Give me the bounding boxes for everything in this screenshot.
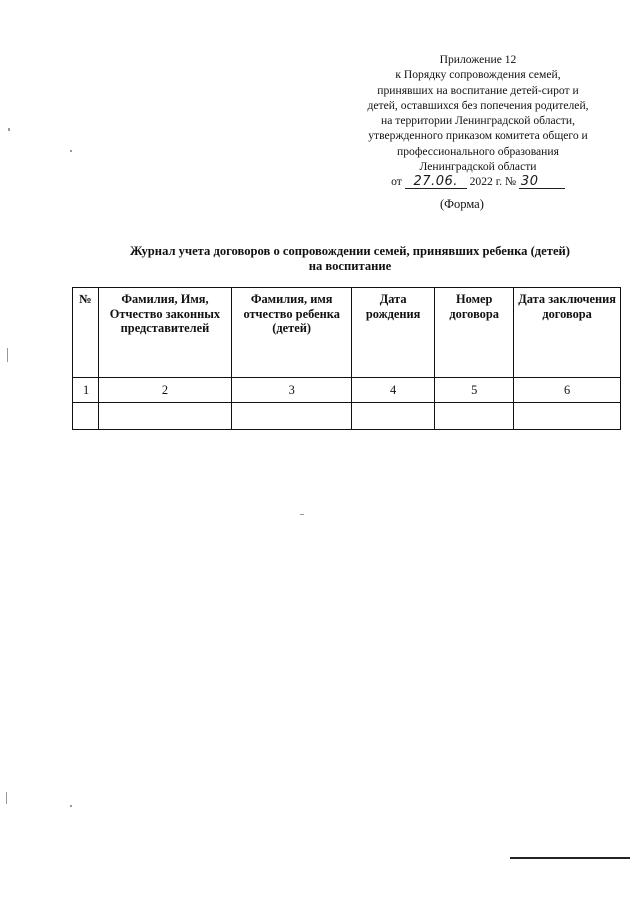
table-header-row <box>73 288 621 378</box>
header-child-name: Фамилия, имя отчество ребенка (детей) <box>232 288 352 378</box>
empty-cell <box>73 403 99 430</box>
header-number: № <box>73 288 99 378</box>
annex-line: принявших на воспитание детей-сирот и <box>377 83 579 97</box>
handwritten-order-number: 30 <box>520 174 539 190</box>
empty-cell <box>352 403 435 430</box>
date-prefix: от <box>391 175 402 189</box>
empty-cell <box>435 403 514 430</box>
table-row <box>73 378 621 403</box>
header-contract-date: Дата заключения договора <box>514 288 621 378</box>
annex-date-line <box>340 174 616 189</box>
header-parents-name: Фамилия, Имя, Отчество законных представителей <box>98 288 232 378</box>
column-number-cell: 4 <box>352 378 435 403</box>
column-number-cell: 1 <box>73 378 99 403</box>
annex-block <box>340 52 616 190</box>
scan-speck <box>8 128 10 131</box>
annex-line: на территории Ленинградской области, <box>381 114 575 128</box>
annex-line: профессионального образования <box>397 144 559 158</box>
title-line-2: на воспитание <box>308 259 392 273</box>
date-field <box>405 176 467 189</box>
annex-line: к Порядку сопровождения семей, <box>395 68 561 82</box>
column-number-cell: 2 <box>98 378 232 403</box>
empty-cell <box>98 403 232 430</box>
column-number-cell: 3 <box>232 378 352 403</box>
header-birth-date: Дата рождения <box>352 288 435 378</box>
table-row <box>73 403 621 430</box>
column-number-cell: 5 <box>435 378 514 403</box>
header-contract-number: Номер договора <box>435 288 514 378</box>
scan-speck <box>300 514 304 515</box>
year-text: 2022 г. № <box>469 175 517 189</box>
handwritten-date: 27.06. <box>413 174 458 190</box>
empty-cell <box>514 403 621 430</box>
annex-line: детей, оставшихся без попечения родителей, <box>367 98 589 112</box>
form-label: (Форма) <box>440 197 484 211</box>
column-number-cell: 6 <box>514 378 621 403</box>
empty-cell <box>232 403 352 430</box>
order-number-field <box>519 176 565 189</box>
journal-title <box>70 244 630 274</box>
journal-table <box>72 287 621 430</box>
annex-line: Ленинградской области <box>419 160 537 174</box>
title-line-1: Журнал учета договоров о сопровождении семей, принявших ребенка (детей) <box>130 244 570 258</box>
scan-speck <box>7 348 8 362</box>
scan-speck <box>6 792 7 804</box>
scan-speck <box>70 150 72 152</box>
annex-line: утвержденного приказом комитета общего и <box>368 129 588 143</box>
annex-line: Приложение 12 <box>439 53 517 66</box>
scan-speck <box>70 805 72 807</box>
scan-mark-bar <box>510 857 630 859</box>
